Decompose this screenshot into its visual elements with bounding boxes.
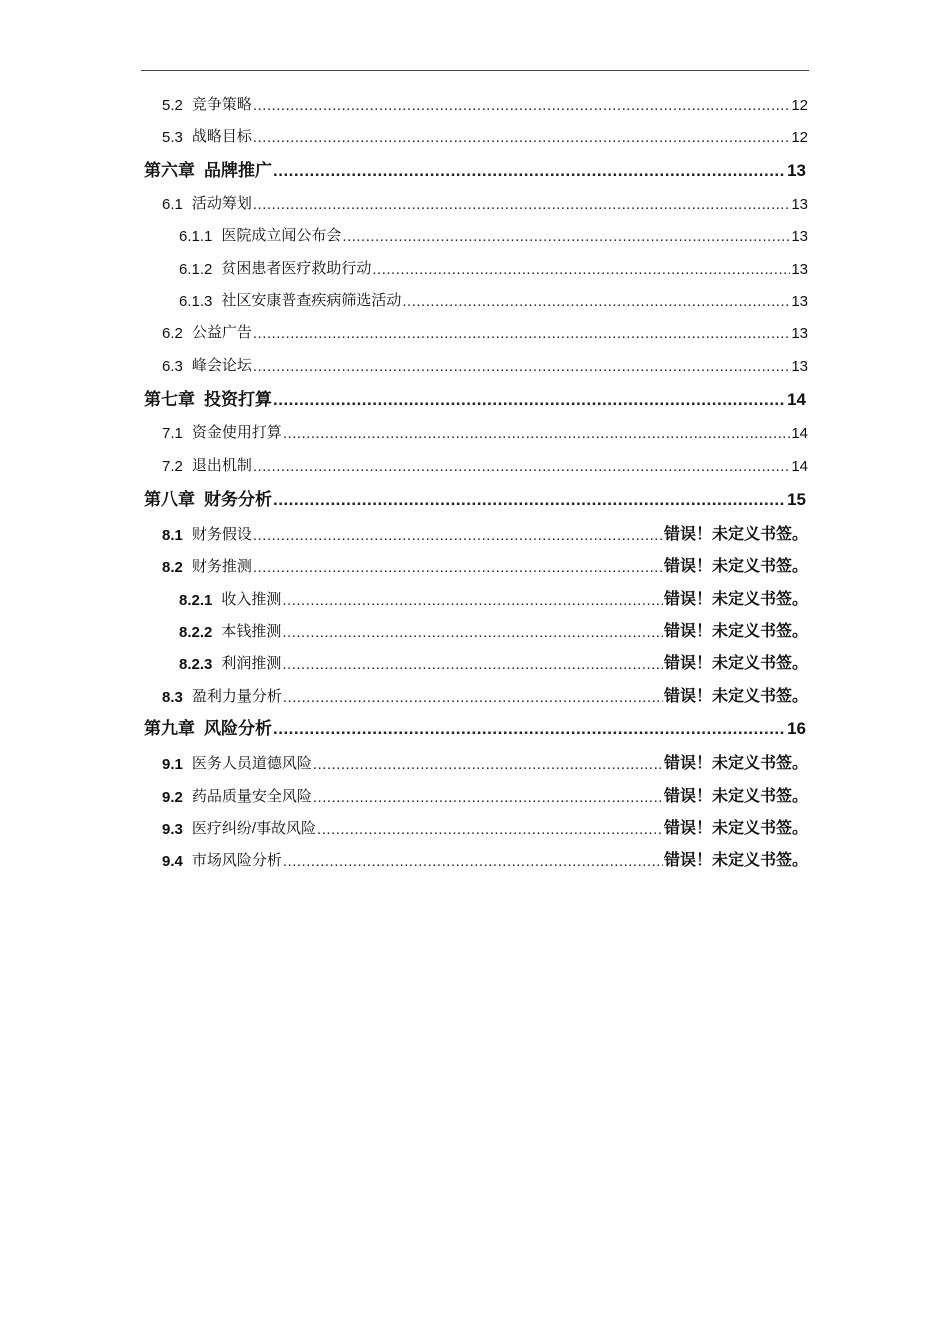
toc-entry-title: 本钱推测 [221, 623, 282, 640]
toc-dot-leader [282, 624, 663, 641]
toc-entry[interactable] [162, 750, 808, 773]
toc-entry[interactable] [162, 783, 808, 806]
toc-entry-number: 6.1 [162, 196, 183, 213]
toc-entry-number: 9.1 [162, 756, 183, 773]
toc-entry-number: 第九章 [144, 719, 195, 738]
toc-entry-title: 资金使用打算 [191, 424, 282, 441]
toc-entry-title: 收入推测 [221, 591, 282, 608]
toc-entry-page-number: 12 [791, 129, 808, 146]
toc-entry[interactable] [162, 815, 808, 838]
toc-entry-title: 利润推测 [221, 655, 282, 672]
toc-entry-page-number: 13 [791, 228, 808, 245]
toc-entry-title: 风险分析 [204, 719, 272, 738]
toc-dot-leader [253, 97, 790, 114]
toc-entry-title: 贫困患者医疗救助行动 [221, 260, 372, 277]
toc-entry-number: 9.3 [162, 821, 183, 838]
toc-dot-leader [273, 390, 786, 410]
toc-entry-title: 竞争策略 [191, 96, 252, 113]
toc-entry[interactable] [162, 93, 808, 114]
toc-dot-leader [253, 325, 790, 342]
toc-entry-page-number: 13 [791, 325, 808, 342]
toc-entry-title: 战略目标 [191, 128, 252, 145]
toc-dot-leader [402, 293, 790, 310]
toc-entry-error-text: 错误！未定义书签。 [663, 623, 808, 640]
toc-entry-page-number: 13 [791, 293, 808, 310]
toc-entry-title: 社区安康普查疾病筛选活动 [221, 292, 402, 309]
toc-entry-title: 财务分析 [204, 490, 272, 509]
toc-entry[interactable] [179, 650, 808, 673]
toc-entry-number: 第六章 [144, 161, 195, 180]
toc-entry-error-text: 错误！未定义书签。 [663, 526, 808, 543]
toc-entry-number: 8.3 [162, 689, 183, 706]
toc-entry-number: 8.2.2 [179, 624, 213, 641]
toc-entry-page-number: 13 [791, 261, 808, 278]
toc-entry-page-number: 14 [791, 458, 808, 475]
toc-entry-page-number: 16 [787, 719, 806, 738]
toc-entry[interactable] [179, 224, 808, 245]
toc-entry-title: 医疗纠纷/事故风险 [191, 820, 317, 837]
toc-entry-number: 8.2.1 [179, 592, 213, 609]
toc-entry[interactable] [179, 618, 808, 641]
toc-entry[interactable] [162, 454, 808, 475]
toc-entry[interactable] [144, 156, 806, 181]
toc-dot-leader [372, 261, 790, 278]
toc-entry-number: 6.3 [162, 358, 183, 375]
toc-entry[interactable] [162, 683, 808, 706]
toc-entry[interactable] [162, 421, 808, 442]
toc-entry[interactable] [179, 289, 808, 310]
toc-dot-leader [273, 490, 786, 510]
toc-dot-leader [342, 228, 790, 245]
toc-entry[interactable] [162, 125, 808, 146]
toc-dot-leader [253, 358, 790, 375]
toc-entry-title: 活动筹划 [191, 195, 252, 212]
toc-entry[interactable] [179, 586, 808, 609]
toc-entry[interactable] [144, 385, 806, 410]
toc-entry-error-text: 错误！未定义书签。 [663, 788, 808, 805]
toc-entry-number: 9.2 [162, 789, 183, 806]
toc-dot-leader [283, 425, 790, 442]
toc-entry[interactable] [144, 485, 806, 510]
toc-entry-number: 8.2 [162, 559, 183, 576]
toc-dot-leader [253, 559, 663, 576]
toc-entry-error-text: 错误！未定义书签。 [663, 820, 808, 837]
toc-dot-leader [283, 853, 663, 870]
toc-entry-title: 财务假设 [191, 526, 252, 543]
toc-entry-page-number: 13 [791, 358, 808, 375]
toc-entry[interactable] [162, 321, 808, 342]
toc-entry-number: 6.1.2 [179, 261, 213, 278]
toc-dot-leader [313, 756, 663, 773]
toc-entry-number: 6.2 [162, 325, 183, 342]
toc-dot-leader [282, 656, 663, 673]
toc-entry-page-number: 13 [791, 196, 808, 213]
header-rule [141, 70, 809, 71]
toc-entry[interactable] [179, 257, 808, 278]
toc-entry-page-number: 14 [787, 390, 806, 409]
toc-entry[interactable] [162, 354, 808, 375]
toc-dot-leader [317, 821, 663, 838]
toc-entry-title: 峰会论坛 [191, 357, 252, 374]
toc-entry-error-text: 错误！未定义书签。 [663, 688, 808, 705]
toc-entry-error-text: 错误！未定义书签。 [663, 755, 808, 772]
toc-dot-leader [253, 129, 790, 146]
toc-dot-leader [282, 592, 663, 609]
toc-entry[interactable] [162, 847, 808, 870]
toc-dot-leader [253, 458, 790, 475]
toc-entry-page-number: 13 [787, 161, 806, 180]
toc-entry-number: 第八章 [144, 490, 195, 509]
toc-dot-leader [273, 161, 786, 181]
toc-dot-leader [273, 719, 786, 739]
toc-entry-number: 9.4 [162, 853, 183, 870]
toc-entry-title: 公益广告 [191, 324, 252, 341]
toc-entry-error-text: 错误！未定义书签。 [663, 852, 808, 869]
toc-entry-page-number: 14 [791, 425, 808, 442]
toc-dot-leader [253, 196, 790, 213]
toc-entry-number: 6.1.1 [179, 228, 213, 245]
toc-entry[interactable] [162, 521, 808, 544]
toc-entry[interactable] [162, 553, 808, 576]
toc-entry-number: 5.3 [162, 129, 183, 146]
toc-dot-leader [283, 689, 663, 706]
toc-entry-number: 5.2 [162, 97, 183, 114]
toc-dot-leader [313, 789, 663, 806]
toc-entry-page-number: 12 [791, 97, 808, 114]
toc-entry-error-text: 错误！未定义书签。 [663, 558, 808, 575]
toc-entry-title: 盈利力量分析 [191, 688, 282, 705]
toc-entry[interactable] [162, 192, 808, 213]
toc-entry-number: 8.2.3 [179, 656, 213, 673]
toc-entry-number: 7.1 [162, 425, 183, 442]
toc-dot-leader [253, 527, 663, 544]
toc-entry-title: 药品质量安全风险 [191, 788, 312, 805]
toc-entry-error-text: 错误！未定义书签。 [663, 655, 808, 672]
toc-entry[interactable] [144, 714, 806, 739]
toc-entry-number: 第七章 [144, 390, 195, 409]
toc-entry-title: 投资打算 [204, 390, 272, 409]
toc-entry-title: 医务人员道德风险 [191, 755, 312, 772]
toc-entry-number: 8.1 [162, 527, 183, 544]
toc-entry-title: 品牌推广 [204, 161, 272, 180]
toc-entry-title: 市场风险分析 [191, 852, 282, 869]
toc-entry-title: 医院成立闻公布会 [221, 227, 342, 244]
toc-entry-number: 6.1.3 [179, 293, 213, 310]
toc-entry-title: 财务推测 [191, 558, 252, 575]
toc-entry-page-number: 15 [787, 490, 806, 509]
toc-entry-number: 7.2 [162, 458, 183, 475]
toc-entry-title: 退出机制 [191, 457, 252, 474]
toc-entry-error-text: 错误！未定义书签。 [663, 591, 808, 608]
